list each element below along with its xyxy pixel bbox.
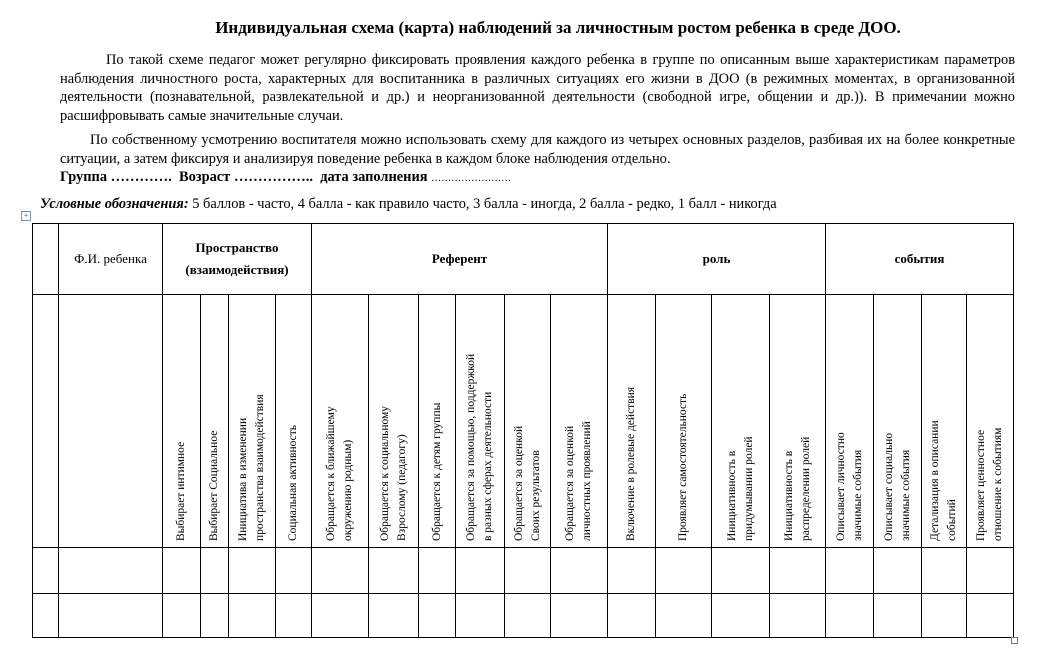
criterion-label: Обращается к социальному Взрослому (педагогу) [378,405,408,541]
date-field[interactable]: …………………… [431,173,512,184]
criterion-label: Описывает личностно значимые события [834,432,864,541]
number-subheader-cell [33,295,59,548]
criterion-header [967,295,1014,548]
usage-paragraph: По собственному усмотрению воспитателя можно использовать схему для каждого из четырех основных разделов, разбивая их на более конкретные ситуации, а затем фиксируя и анализируя поведение ребенка в каждом блоке наблюдения отдельно. [60,132,1015,167]
criterion-header [276,295,312,548]
date-label: дата заполнения [320,169,428,185]
cell[interactable] [770,548,826,594]
criterion-header [922,295,967,548]
header-row-groups [33,224,1014,295]
criterion-label: Обращается к ближайшему окружению родным) [325,406,354,541]
criterion-header [201,295,229,548]
cell[interactable] [967,548,1014,594]
criterion-label: Инициативность в придумывании ролей [725,436,755,541]
cell[interactable] [33,548,59,594]
criterion-header [505,295,551,548]
legend-text: 5 баллов - часто, 4 балла - как правило часто, 3 балла - иногда, 2 балла - редко, 1 балл - никогда [192,196,777,212]
criterion-label: Проявляет самостоятельность [677,393,689,541]
criterion-header [608,295,656,548]
form-fields-line [60,169,511,186]
criterion-label: Выбирает Социальное [208,430,220,541]
referent-group-header: Референт [312,224,608,295]
criterion-label: Социальная активность [287,424,299,541]
cell[interactable] [456,548,505,594]
name-subheader-cell [59,295,163,548]
criterion-label: Обращается за оценкой Своих результатов [512,425,542,541]
cell[interactable] [163,548,201,594]
cell[interactable] [712,594,770,638]
criterion-header [656,295,712,548]
criterion-header [229,295,276,548]
cell[interactable] [551,548,608,594]
events-group-header: события [826,224,1014,295]
observation-table [32,223,1014,638]
cell[interactable] [59,548,163,594]
criterion-label: Детализация в описании событий [929,420,958,541]
cell[interactable] [312,548,369,594]
cell[interactable] [419,548,456,594]
cell[interactable] [505,548,551,594]
cell[interactable] [656,548,712,594]
cell[interactable] [551,594,608,638]
cell[interactable] [922,548,967,594]
cell[interactable] [826,594,874,638]
criterion-label: Инициатива в изменении пространства взаимодействия [237,394,266,541]
cell[interactable] [770,594,826,638]
criterion-header [163,295,201,548]
cell[interactable] [312,594,369,638]
cell[interactable] [229,548,276,594]
header-row-criteria [33,295,1014,548]
group-field[interactable]: Группа …………. [60,169,172,185]
criterion-label: Описывает социально значимые события [882,432,912,541]
table-row [33,548,1014,594]
criterion-label: Обращается за помощью, поддержкой в разных сферах деятельности [465,353,494,541]
criterion-header [874,295,922,548]
cell[interactable] [369,548,419,594]
cell[interactable] [874,594,922,638]
cell[interactable] [276,548,312,594]
role-group-header: роль [608,224,826,295]
cell[interactable] [922,594,967,638]
cell[interactable] [656,594,712,638]
criterion-label: Проявляет ценностное отношение к событиям [975,427,1004,541]
criterion-header [770,295,826,548]
cell[interactable] [419,594,456,638]
cell[interactable] [712,548,770,594]
criterion-header [712,295,770,548]
criterion-label: Обращается к детям группы [430,402,443,541]
legend-label: Условные обозначения: [40,196,189,212]
criterion-header [456,295,505,548]
criterion-header [419,295,456,548]
cell[interactable] [276,594,312,638]
cell[interactable] [967,594,1014,638]
table-move-handle-icon[interactable]: + [21,211,31,221]
cell[interactable] [59,594,163,638]
cell[interactable] [608,548,656,594]
criterion-header [551,295,608,548]
cell[interactable] [826,548,874,594]
criterion-label: Выбирает интимное [175,441,187,541]
criterion-header [826,295,874,548]
page-title: Индивидуальная схема (карта) наблюдений за личностным ростом ребенка в среде ДОО. [215,18,901,37]
cell[interactable] [608,594,656,638]
table-resize-handle[interactable] [1011,637,1018,644]
table-row [33,594,1014,638]
child-name-header: Ф.И. ребенка [59,224,163,295]
criterion-label: Обращается за оценкой личностных проявлений [564,421,593,541]
space-group-header: Пространство (взаимодействия) [163,224,312,295]
cell[interactable] [505,594,551,638]
criterion-label: Инициативность в распределении ролей [782,436,812,541]
age-field[interactable]: Возраст …………….. [179,169,313,185]
cell[interactable] [201,548,229,594]
intro-paragraph: По такой схеме педагог может регулярно фиксировать проявления каждого ребенка в группе по описанным выше характеристикам параметров наблюдения личностного роста, характерных для воспитанника в различных ситуациях его жизни в ДОО (в режимных моментах, в организованной деятельности (познавательной, развлекательной и др.) и неорганизованной деятельности (свободной игре, общении и др.)). В примечании можно расшифровывать самые значительные случаи. [60,52,1015,124]
criterion-header [369,295,419,548]
number-header-cell [33,224,59,295]
cell[interactable] [874,548,922,594]
cell[interactable] [201,594,229,638]
cell[interactable] [229,594,276,638]
legend [40,196,777,213]
criterion-label: Включение в ролевые действия [625,386,637,541]
cell[interactable] [456,594,505,638]
cell[interactable] [369,594,419,638]
criterion-header [312,295,369,548]
cell[interactable] [33,594,59,638]
cell[interactable] [163,594,201,638]
